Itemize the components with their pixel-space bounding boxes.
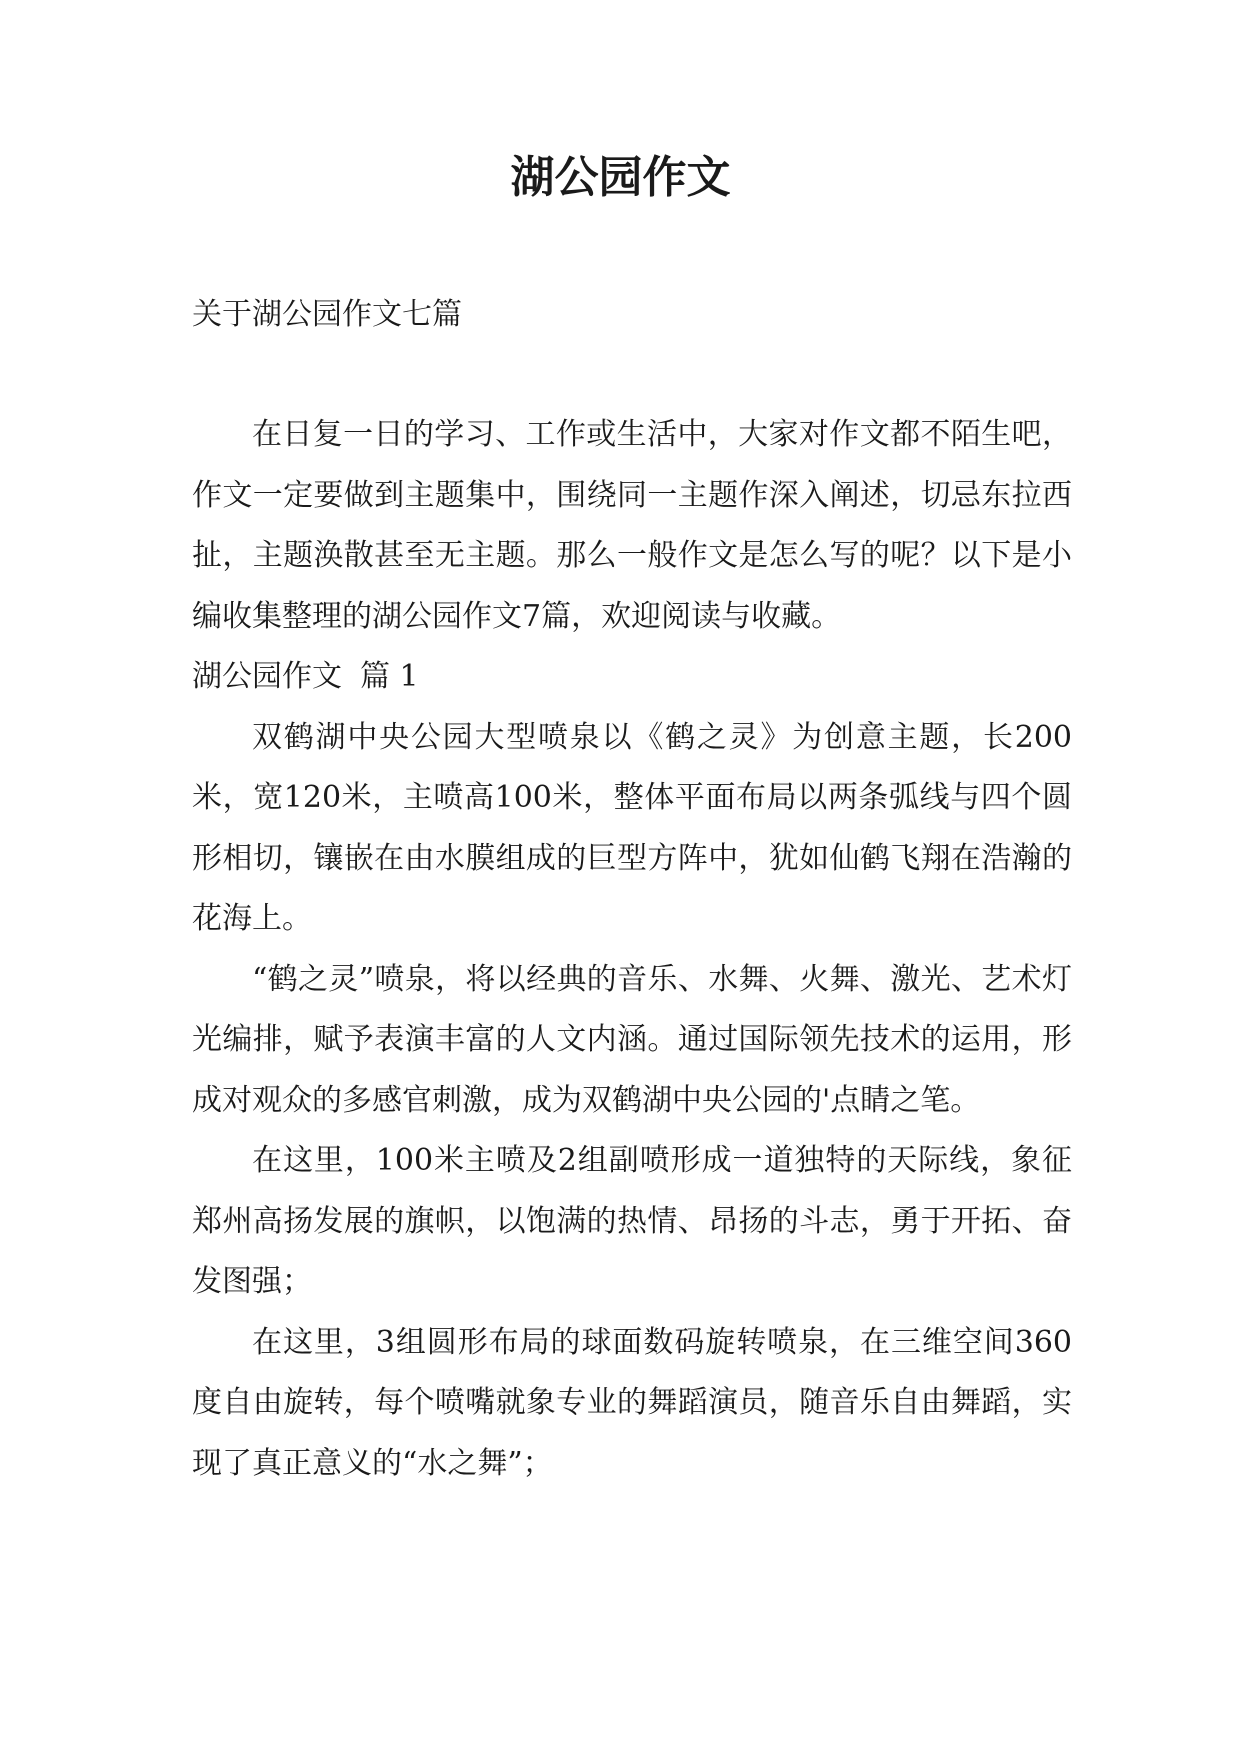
intro-paragraph: 在日复一日的学习、工作或生活中，大家对作文都不陌生吧，作文一定要做到主题集中，围绕同一主题作深入阐述，切忌东拉西扯，主题涣散甚至无主题。那么一般作文是怎么写的呢？以下是小编收集整理的湖公园作文7篇，欢迎阅读与收藏。 <box>192 417 1072 634</box>
body-paragraph-2: “鹤之灵”喷泉，将以经典的音乐、水舞、火舞、激光、艺术灯光编排，赋予表演丰富的人文内涵。通过国际领先技术的运用，形成对观众的多感官刺激，成为双鹤湖中央公园的'点睛之笔。 <box>192 961 1072 1118</box>
page-title: 湖公园作文 <box>510 152 731 203</box>
document-body <box>192 405 1072 1494</box>
section-heading-number: 篇 1 <box>360 659 419 694</box>
section-heading <box>192 647 1072 708</box>
section-heading-title: 湖公园作文 <box>192 659 342 694</box>
document-subtitle: 关于湖公园作文七篇 <box>192 297 462 332</box>
body-paragraph-3: 在这里，100米主喷及2组副喷形成一道独特的天际线，象征郑州高扬发展的旗帜，以饱满的热情、昂扬的斗志，勇于开拓、奋发图强； <box>192 1143 1072 1299</box>
body-paragraph-4: 在这里，3组圆形布局的球面数码旋转喷泉，在三维空间360度自由旋转，每个喷嘴就象专业的舞蹈演员，随音乐自由舞蹈，实现了真正意义的“水之舞”； <box>192 1324 1072 1481</box>
body-paragraph-1: 双鹤湖中央公园大型喷泉以《鹤之灵》为创意主题，长200米，宽120米，主喷高100米，整体平面布局以两条弧线与四个圆形相切，镶嵌在由水膜组成的巨型方阵中，犹如仙鹤飞翔在浩瀚的花海上。 <box>192 719 1072 936</box>
